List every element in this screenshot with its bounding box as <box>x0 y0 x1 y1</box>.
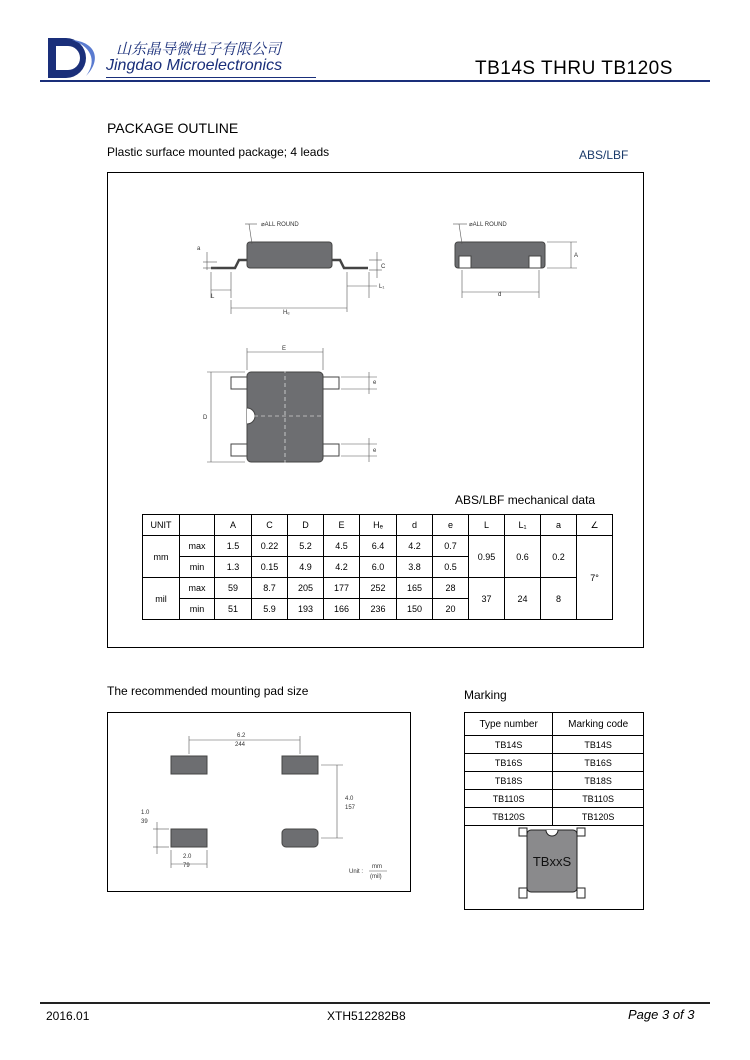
header-D: D <box>288 515 324 536</box>
cell: 8.7 <box>252 578 288 599</box>
cell: 150 <box>397 599 433 620</box>
cell: 6.0 <box>360 557 397 578</box>
table-row <box>465 736 643 754</box>
header-E: E <box>324 515 360 536</box>
cell: 205 <box>288 578 324 599</box>
cell: TB18S <box>553 772 643 790</box>
cell: 6.4 <box>360 536 397 557</box>
cell: TB14S <box>553 736 643 754</box>
cell: 59 <box>215 578 252 599</box>
header-L: L <box>469 515 505 536</box>
cell: TB120S <box>465 808 553 826</box>
table-row <box>465 754 643 772</box>
cell: 3.8 <box>397 557 433 578</box>
cell: 165 <box>397 578 433 599</box>
cell: 51 <box>215 599 252 620</box>
company-name-cn: 山东晶导微电子有限公司 <box>116 40 282 58</box>
footer-date: 2016.01 <box>46 1009 90 1023</box>
header-rule-short <box>106 77 316 78</box>
label-E: E <box>282 346 287 352</box>
cell: 0.95 <box>469 536 505 578</box>
pad-height-mil: 157 <box>345 805 356 811</box>
cell: 252 <box>360 578 397 599</box>
label-e-1: e <box>373 380 377 386</box>
cell-angle: 7° <box>577 536 613 620</box>
marking-box <box>464 712 644 910</box>
footer-doc-number: XTH512282B8 <box>327 1009 406 1023</box>
package-drawings <box>107 172 644 502</box>
cell: 5.2 <box>288 536 324 557</box>
cell: 8 <box>541 578 577 620</box>
cell: TB120S <box>553 808 643 826</box>
cell: 4.2 <box>324 557 360 578</box>
table-row <box>143 536 613 557</box>
mounting-pad-heading: The recommended mounting pad size <box>107 684 309 698</box>
pad-size-w-mm: 2.0 <box>183 854 192 860</box>
side-view-drawing <box>203 224 385 314</box>
pad-size-w-mil: 79 <box>183 863 190 869</box>
header-rule <box>40 80 710 82</box>
package-subtitle: Plastic surface mounted package; 4 leads <box>107 145 330 159</box>
cell: TB18S <box>465 772 553 790</box>
cell: 0.5 <box>433 557 469 578</box>
marking-heading: Marking <box>464 688 507 702</box>
unit-mil: (mil) <box>370 874 382 880</box>
cell: 0.2 <box>541 536 577 578</box>
pad-width-mil: 244 <box>235 742 246 748</box>
cell: max <box>180 536 215 557</box>
end-view-drawing <box>453 224 577 298</box>
cell: 0.6 <box>505 536 541 578</box>
cell: 166 <box>324 599 360 620</box>
footer-rule <box>40 1002 710 1004</box>
cell: min <box>180 599 215 620</box>
mechanical-data-table <box>142 514 613 620</box>
cell: 4.9 <box>288 557 324 578</box>
cell: 4.5 <box>324 536 360 557</box>
cell: 5.9 <box>252 599 288 620</box>
header-C: C <box>252 515 288 536</box>
label-all-round-2: ⌀ALL ROUND <box>469 222 507 228</box>
cell: 20 <box>433 599 469 620</box>
table-header-row <box>143 515 613 536</box>
label-e-2: e <box>373 448 377 454</box>
pad-size-h-mm: 1.0 <box>141 810 150 816</box>
header-L1: L₁ <box>505 515 541 536</box>
unit-mm: mm <box>143 536 180 578</box>
mounting-pad-drawing <box>107 712 411 892</box>
label-all-round-1: ⌀ALL ROUND <box>261 222 299 228</box>
mechanical-caption: ABS/LBF mechanical data <box>455 493 596 507</box>
cell: 0.22 <box>252 536 288 557</box>
label-D: D <box>203 415 208 421</box>
unit-mil: mil <box>143 578 180 620</box>
marking-col-code: Marking code <box>553 713 643 736</box>
cell: TB14S <box>465 736 553 754</box>
unit-mm: mm <box>372 864 382 870</box>
cell: 37 <box>469 578 505 620</box>
cell: TB16S <box>553 754 643 772</box>
cell: min <box>180 557 215 578</box>
marking-chip-drawing <box>465 826 643 912</box>
table-row <box>465 790 643 808</box>
cell: 4.2 <box>397 536 433 557</box>
company-logo <box>46 36 104 80</box>
marking-table <box>465 713 643 826</box>
pad-width-mm: 6.2 <box>237 733 246 739</box>
package-outline-heading: PACKAGE OUTLINE <box>107 120 239 136</box>
header-e: e <box>433 515 469 536</box>
table-row <box>465 808 643 826</box>
table-row <box>465 772 643 790</box>
cell: TB16S <box>465 754 553 772</box>
label-he: Hₑ <box>283 310 290 316</box>
header-unit: UNIT <box>143 515 180 536</box>
cell: TB110S <box>465 790 553 808</box>
chip-marking-text: TBxxS <box>532 854 572 869</box>
cell: 193 <box>288 599 324 620</box>
table-row <box>143 578 613 599</box>
company-name-en: Jingdao Microelectronics <box>106 57 283 74</box>
label-l1: L₁ <box>379 284 385 290</box>
pad-size-h-mil: 39 <box>141 819 148 825</box>
cell: 1.3 <box>215 557 252 578</box>
header-angle: ∠ <box>577 515 613 536</box>
document-title: TB14S THRU TB120S <box>475 58 673 79</box>
cell: TB110S <box>553 790 643 808</box>
header-A: A <box>215 515 252 536</box>
label-a: a <box>197 246 201 252</box>
cell: 236 <box>360 599 397 620</box>
header-a: a <box>541 515 577 536</box>
cell: 0.7 <box>433 536 469 557</box>
label-A: A <box>574 253 579 259</box>
cell: 24 <box>505 578 541 620</box>
footer-page: Page 3 of 3 <box>628 1007 695 1022</box>
cell: 0.15 <box>252 557 288 578</box>
cell: 1.5 <box>215 536 252 557</box>
marking-header-row <box>465 713 643 736</box>
top-view-drawing <box>207 348 377 472</box>
cell: max <box>180 578 215 599</box>
label-c: C <box>381 264 386 270</box>
pad-height-mm: 4.0 <box>345 796 354 802</box>
cell: 177 <box>324 578 360 599</box>
header-blank <box>180 515 215 536</box>
label-d: d <box>498 292 502 298</box>
package-code: ABS/LBF <box>579 148 629 162</box>
header-HE: Hₑ <box>360 515 397 536</box>
cell: 28 <box>433 578 469 599</box>
marking-col-type: Type number <box>465 713 553 736</box>
unit-label: Unit : <box>349 869 364 875</box>
label-l: L <box>211 294 215 300</box>
header-d: d <box>397 515 433 536</box>
